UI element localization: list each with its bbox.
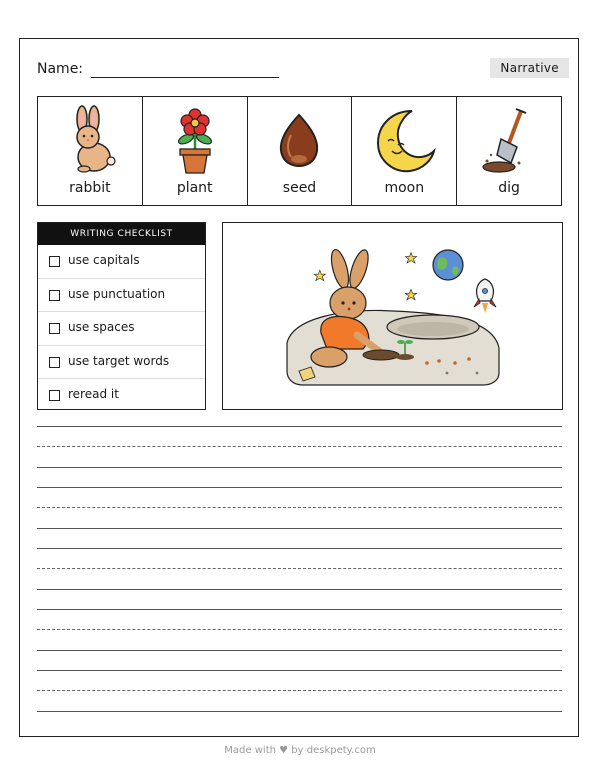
rabbit-icon bbox=[60, 105, 120, 175]
name-label: Name: bbox=[37, 61, 84, 77]
word-label: moon bbox=[384, 180, 425, 196]
writing-line[interactable] bbox=[37, 548, 562, 549]
rabbit-on-moon-illustration bbox=[223, 223, 561, 408]
word-card-rabbit bbox=[38, 97, 143, 205]
name-row bbox=[37, 61, 567, 81]
writing-line[interactable] bbox=[37, 487, 562, 488]
word-label: dig bbox=[498, 180, 520, 196]
checklist-item-label: use spaces bbox=[68, 320, 135, 335]
checklist-item-label: use capitals bbox=[68, 253, 140, 267]
writing-checklist bbox=[37, 222, 206, 410]
flower-pot-icon bbox=[165, 105, 225, 175]
worksheet bbox=[19, 38, 579, 737]
writing-line[interactable] bbox=[37, 609, 562, 610]
writing-line[interactable] bbox=[37, 670, 562, 671]
shovel-icon bbox=[479, 105, 539, 175]
checklist-item-label: use punctuation bbox=[68, 286, 166, 301]
checkbox[interactable] bbox=[49, 390, 60, 401]
checkbox[interactable] bbox=[49, 256, 60, 267]
word-label: rabbit bbox=[69, 180, 111, 196]
checkbox[interactable] bbox=[49, 323, 60, 334]
word-label: seed bbox=[282, 180, 317, 196]
footer bbox=[0, 745, 600, 756]
checklist-item bbox=[38, 346, 205, 380]
moon-icon bbox=[372, 105, 436, 175]
writing-line[interactable] bbox=[37, 528, 562, 529]
genre-badge: Narrative bbox=[490, 58, 569, 78]
checklist-item bbox=[38, 279, 205, 313]
checkbox[interactable] bbox=[49, 290, 60, 301]
writing-line[interactable] bbox=[37, 711, 562, 712]
writing-line[interactable] bbox=[37, 467, 562, 468]
name-field[interactable] bbox=[91, 77, 279, 78]
checklist-item bbox=[38, 245, 205, 279]
writing-guide-line bbox=[37, 446, 562, 447]
checklist-item-label: use target words bbox=[68, 353, 170, 368]
checklist-title: WRITING CHECKLIST bbox=[38, 223, 205, 245]
story-picture bbox=[222, 222, 563, 410]
seed-icon bbox=[269, 105, 329, 175]
writing-guide-line bbox=[37, 629, 562, 630]
checkbox[interactable] bbox=[49, 357, 60, 368]
word-card-seed bbox=[248, 97, 353, 205]
footer-suffix: by deskpety.com bbox=[291, 745, 376, 756]
footer-prefix: Made with bbox=[224, 745, 276, 756]
writing-line[interactable] bbox=[37, 650, 562, 651]
vocabulary-strip bbox=[37, 96, 562, 206]
word-card-moon bbox=[352, 97, 457, 205]
checklist-item bbox=[38, 312, 205, 346]
word-card-dig bbox=[457, 97, 561, 205]
checklist-item-label: reread it bbox=[68, 387, 119, 402]
word-card-plant bbox=[143, 97, 248, 205]
writing-guide-line bbox=[37, 690, 562, 691]
heart-icon: ♥ bbox=[279, 745, 289, 756]
checklist-item bbox=[38, 379, 205, 412]
writing-line[interactable] bbox=[37, 589, 562, 590]
writing-guide-line bbox=[37, 568, 562, 569]
word-label: plant bbox=[176, 180, 213, 196]
writing-guide-line bbox=[37, 507, 562, 508]
writing-line[interactable] bbox=[37, 426, 562, 427]
